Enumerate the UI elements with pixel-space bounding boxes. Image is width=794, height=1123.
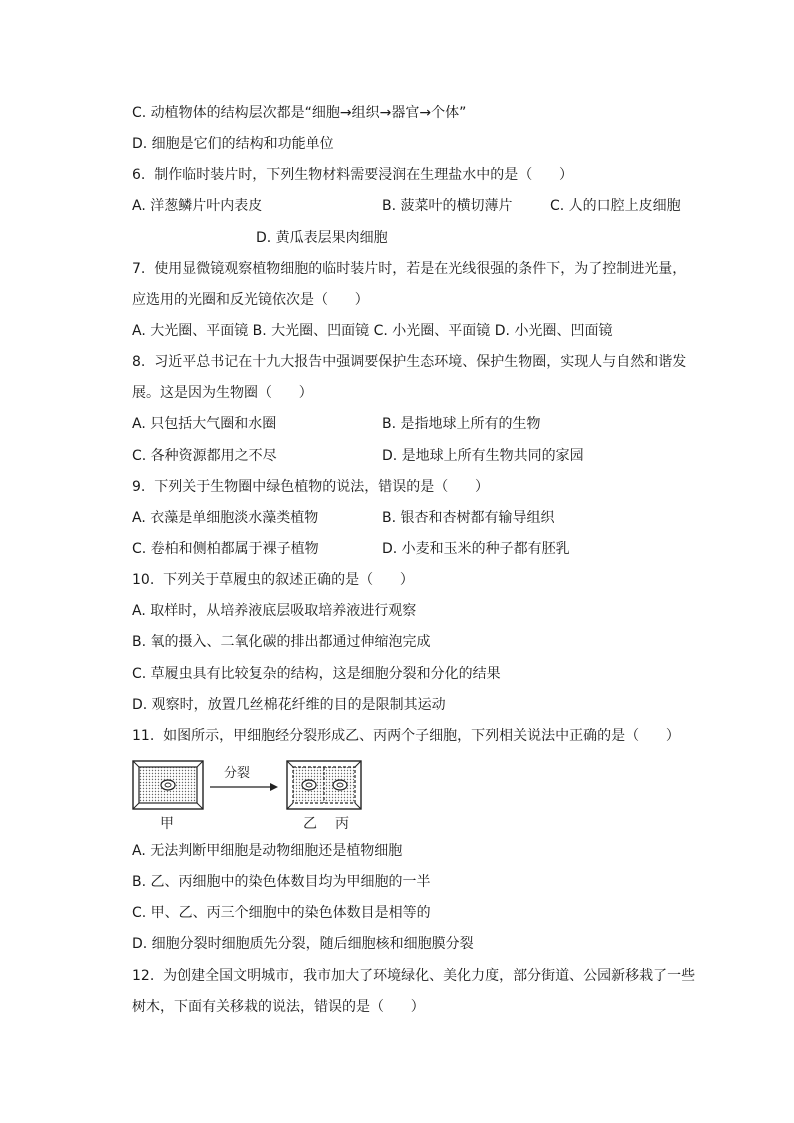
question-8-stem-line1: 8. 习近平总书记在十九大报告中强调要保护生态环境、保护生物圈，实现人与自然和谐发 [132, 354, 687, 370]
nucleus [161, 780, 175, 790]
label-yi: 乙 [303, 816, 317, 832]
q6-option-c: C. 人的口腔上皮细胞 [550, 198, 681, 214]
arrow-label: 分裂 [224, 766, 251, 781]
question-12-stem-line2: 树木，下面有关移栽的说法，错误的是（ ） [132, 999, 425, 1015]
nucleus-bing [333, 780, 347, 790]
question-11-stem: 11. 如图所示，甲细胞经分裂形成乙、丙两个子细胞，下列相关说法中正确的是（ ） [132, 728, 680, 744]
label-jia: 甲 [160, 816, 174, 832]
question-6-stem: 6. 制作临时装片时，下列生物材料需要浸润在生理盐水中的是（ ） [132, 167, 573, 183]
q9-option-c: C. 卷柏和侧柏都属于裸子植物 [132, 541, 319, 557]
q6-option-d: D. 黄瓜表层果肉细胞 [256, 230, 388, 246]
cell-jia [133, 761, 203, 809]
q10-option-d: D. 观察时，放置几丝棉花纤维的目的是限制其运动 [132, 697, 446, 713]
question-8-stem-line2: 展。这是因为生物圈（ ） [132, 385, 313, 401]
q10-option-c: C. 草履虫具有比较复杂的结构，这是细胞分裂和分化的结果 [132, 666, 501, 682]
q6-option-a: A. 洋葱鳞片叶内表皮 [132, 198, 263, 214]
q11-option-c: C. 甲、乙、丙三个细胞中的染色体数目是相等的 [132, 905, 431, 921]
q11-option-b: B. 乙、丙细胞中的染色体数目均为甲细胞的一半 [132, 874, 431, 890]
q11-option-d: D. 细胞分裂时细胞质先分裂，随后细胞核和细胞膜分裂 [132, 936, 474, 952]
q10-option-b: B. 氧的摄入、二氧化碳的排出都通过伸缩泡完成 [132, 634, 431, 650]
division-arrow [210, 783, 278, 791]
q5-option-d: D. 细胞是它们的结构和功能单位 [132, 136, 334, 152]
nucleus-yi [302, 780, 316, 790]
q11-option-a: A. 无法判断甲细胞是动物细胞还是植物细胞 [132, 843, 403, 859]
question-9-stem: 9. 下列关于生物圈中绿色植物的说法，错误的是（ ） [132, 479, 489, 495]
question-12-stem-line1: 12. 为创建全国文明城市，我市加大了环境绿化、美化力度，部分街道、公园新移栽了一些 [132, 968, 696, 984]
q9-option-d: D. 小麦和玉米的种子都有胚乳 [382, 541, 570, 557]
question-10-stem: 10. 下列关于草履虫的叙述正确的是（ ） [132, 572, 414, 588]
label-bing: 丙 [335, 816, 349, 832]
q9-option-a: A. 衣藻是单细胞淡水藻类植物 [132, 510, 319, 526]
q5-option-c: C. 动植物体的结构层次都是“细胞→组织→器官→个体” [132, 105, 467, 121]
question-7-stem-line2: 应选用的光圈和反光镜依次是（ ） [132, 292, 369, 308]
question-7-options: A. 大光圈、平面镜 B. 大光圈、凹面镜 C. 小光圈、平面镜 D. 小光圈、凹面镜 [132, 323, 613, 339]
q8-option-d: D. 是地球上所有生物共同的家园 [382, 448, 584, 464]
q9-option-b: B. 银杏和杏树都有输导组织 [382, 510, 555, 526]
q8-option-a: A. 只包括大气圈和水圈 [132, 416, 277, 432]
q6-option-b: B. 菠菜叶的横切薄片 [382, 198, 513, 214]
q8-option-c: C. 各种资源都用之不尽 [132, 448, 277, 464]
q8-option-b: B. 是指地球上所有的生物 [382, 416, 541, 432]
q10-option-a: A. 取样时，从培养液底层吸取培养液进行观察 [132, 603, 417, 619]
cell-yi-bing [287, 761, 361, 809]
question-7-stem-line1: 7. 使用显微镜观察植物细胞的临时装片时，若是在光线很强的条件下，为了控制进光量， [132, 261, 687, 277]
cell-division-figure [130, 757, 390, 833]
